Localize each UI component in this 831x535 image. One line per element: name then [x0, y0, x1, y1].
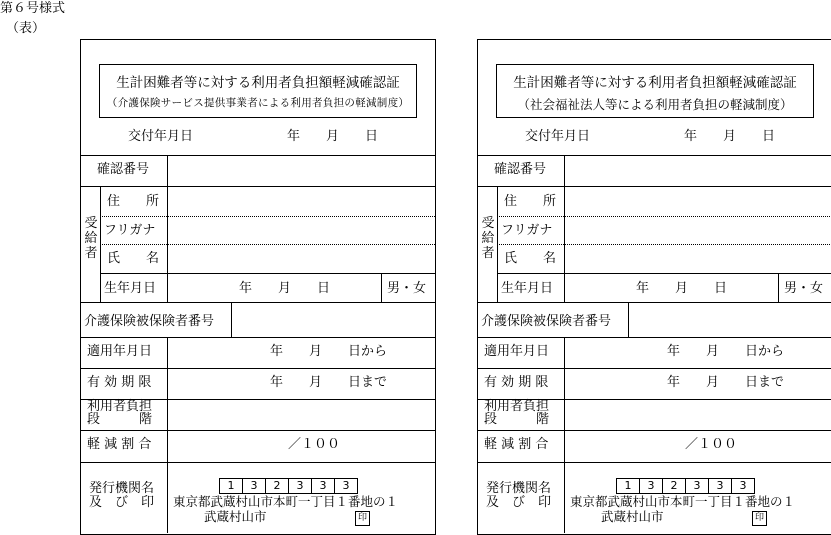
- sex-select[interactable]: 男・女: [784, 281, 824, 296]
- issuer-code-digit: 2: [265, 478, 289, 494]
- rule: [478, 302, 831, 303]
- issuer-code-digit: 3: [288, 478, 312, 494]
- confirm-no-label: 確認番号: [97, 162, 150, 177]
- issuer-code-digit: 3: [242, 478, 266, 494]
- address-label: 住 所: [107, 194, 160, 209]
- certificate-title: 生計困難者等に対する利用者負担額軽減確認証: [116, 75, 400, 91]
- issuer-code-digit: 3: [639, 478, 663, 494]
- rule: [100, 273, 435, 274]
- title-box: [496, 64, 814, 118]
- rule: [478, 186, 831, 187]
- rule: [231, 302, 232, 337]
- rule: [478, 155, 831, 156]
- certificate-form-left: [80, 39, 436, 535]
- issuer-name: 武蔵村山市: [204, 509, 267, 524]
- rule: [81, 462, 435, 463]
- name-label: 氏 名: [107, 251, 160, 266]
- rule: [81, 186, 435, 187]
- rule: [564, 337, 565, 533]
- rule: [497, 273, 831, 274]
- issuer-code-digit: 1: [219, 478, 243, 494]
- apply-date-value[interactable]: 年 月 日から: [667, 344, 785, 359]
- rule: [478, 462, 831, 463]
- valid-until-value[interactable]: 年 月 日まで: [667, 375, 785, 390]
- rule: [81, 302, 435, 303]
- issuer-address: 東京都武蔵村山市本町一丁目１番地の１: [570, 494, 796, 509]
- name-label: 氏 名: [504, 251, 557, 266]
- issue-date-label: 交付年月日: [525, 129, 591, 144]
- issuer-label-1: 発行機関名: [486, 481, 552, 496]
- form-number: 第６号様式: [0, 1, 66, 16]
- rule: [564, 155, 565, 186]
- confirm-no-label: 確認番号: [494, 162, 547, 177]
- seal-mark: 印: [752, 511, 767, 526]
- rule: [478, 337, 831, 338]
- rule: [628, 302, 629, 337]
- certificate-subtitle: （社会福祉法人等による利用者負担の軽減制度）: [517, 97, 793, 112]
- rule: [81, 430, 435, 431]
- title-box: [99, 64, 417, 118]
- issuer-code-digit: 3: [334, 478, 358, 494]
- birth-date-value[interactable]: 年 月 日: [239, 281, 331, 296]
- birth-label: 生年月日: [501, 281, 554, 296]
- birth-label: 生年月日: [104, 281, 157, 296]
- valid-until-label: 有 効 期 限: [484, 375, 549, 390]
- stage-label-2: 段 階: [484, 412, 550, 427]
- apply-date-label: 適用年月日: [87, 344, 153, 359]
- rule: [81, 155, 435, 156]
- rule: [778, 273, 779, 302]
- furigana-label: フリガナ: [501, 223, 553, 238]
- issue-date-value[interactable]: 年 月 日: [287, 129, 379, 144]
- issuer-label-2: 及 び 印: [89, 495, 155, 510]
- sex-select[interactable]: 男・女: [387, 281, 427, 296]
- birth-date-value[interactable]: 年 月 日: [636, 281, 728, 296]
- reduce-rate-value[interactable]: ／１００: [685, 437, 738, 452]
- side-label: （表）: [6, 21, 46, 36]
- issue-date-value[interactable]: 年 月 日: [684, 129, 776, 144]
- issuer-label-1: 発行機関名: [89, 481, 155, 496]
- valid-until-value[interactable]: 年 月 日まで: [270, 375, 388, 390]
- valid-until-label: 有 効 期 限: [87, 375, 152, 390]
- issuer-name: 武蔵村山市: [601, 509, 664, 524]
- stage-label-1: 利用者負担: [484, 399, 550, 414]
- issuer-code-boxes: [617, 478, 755, 494]
- rule: [81, 368, 435, 369]
- insured-no-label: 介護保険被保険者番号: [84, 314, 215, 329]
- stage-label-2: 段 階: [87, 412, 153, 427]
- certificate-form-right: [477, 39, 831, 535]
- stage-label-1: 利用者負担: [87, 399, 153, 414]
- insured-no-label: 介護保険被保険者番号: [481, 314, 612, 329]
- recipient-label: 受給者: [84, 216, 98, 261]
- rule: [381, 273, 382, 302]
- issuer-address: 東京都武蔵村山市本町一丁目１番地の１: [173, 494, 399, 509]
- rule: [81, 337, 435, 338]
- issuer-label-2: 及 び 印: [486, 495, 552, 510]
- issue-date-label: 交付年月日: [128, 129, 194, 144]
- issuer-code-digit: 3: [311, 478, 335, 494]
- issuer-code-digit: 3: [708, 478, 732, 494]
- recipient-label: 受給者: [481, 216, 495, 261]
- apply-date-label: 適用年月日: [484, 344, 550, 359]
- issuer-code-boxes: [220, 478, 358, 494]
- dotted-rule: [497, 216, 831, 217]
- rule: [478, 368, 831, 369]
- furigana-label: フリガナ: [104, 223, 156, 238]
- issuer-code-digit: 3: [731, 478, 755, 494]
- certificate-title: 生計困難者等に対する利用者負担額軽減確認証: [513, 75, 797, 91]
- issuer-code-digit: 1: [616, 478, 640, 494]
- issuer-code-digit: 3: [685, 478, 709, 494]
- reduce-rate-label: 軽 減 割 合: [87, 437, 152, 452]
- seal-mark: 印: [355, 511, 370, 526]
- rule: [478, 430, 831, 431]
- address-label: 住 所: [504, 194, 557, 209]
- certificate-subtitle: （介護保険サービス提供事業者による利用者負担の軽減制度）: [106, 97, 410, 109]
- apply-date-value[interactable]: 年 月 日から: [270, 344, 388, 359]
- dotted-rule: [497, 244, 831, 245]
- reduce-rate-value[interactable]: ／１００: [288, 437, 341, 452]
- rule: [167, 155, 168, 186]
- reduce-rate-label: 軽 減 割 合: [484, 437, 549, 452]
- dotted-rule: [100, 216, 435, 217]
- dotted-rule: [100, 244, 435, 245]
- rule: [167, 337, 168, 533]
- issuer-code-digit: 2: [662, 478, 686, 494]
